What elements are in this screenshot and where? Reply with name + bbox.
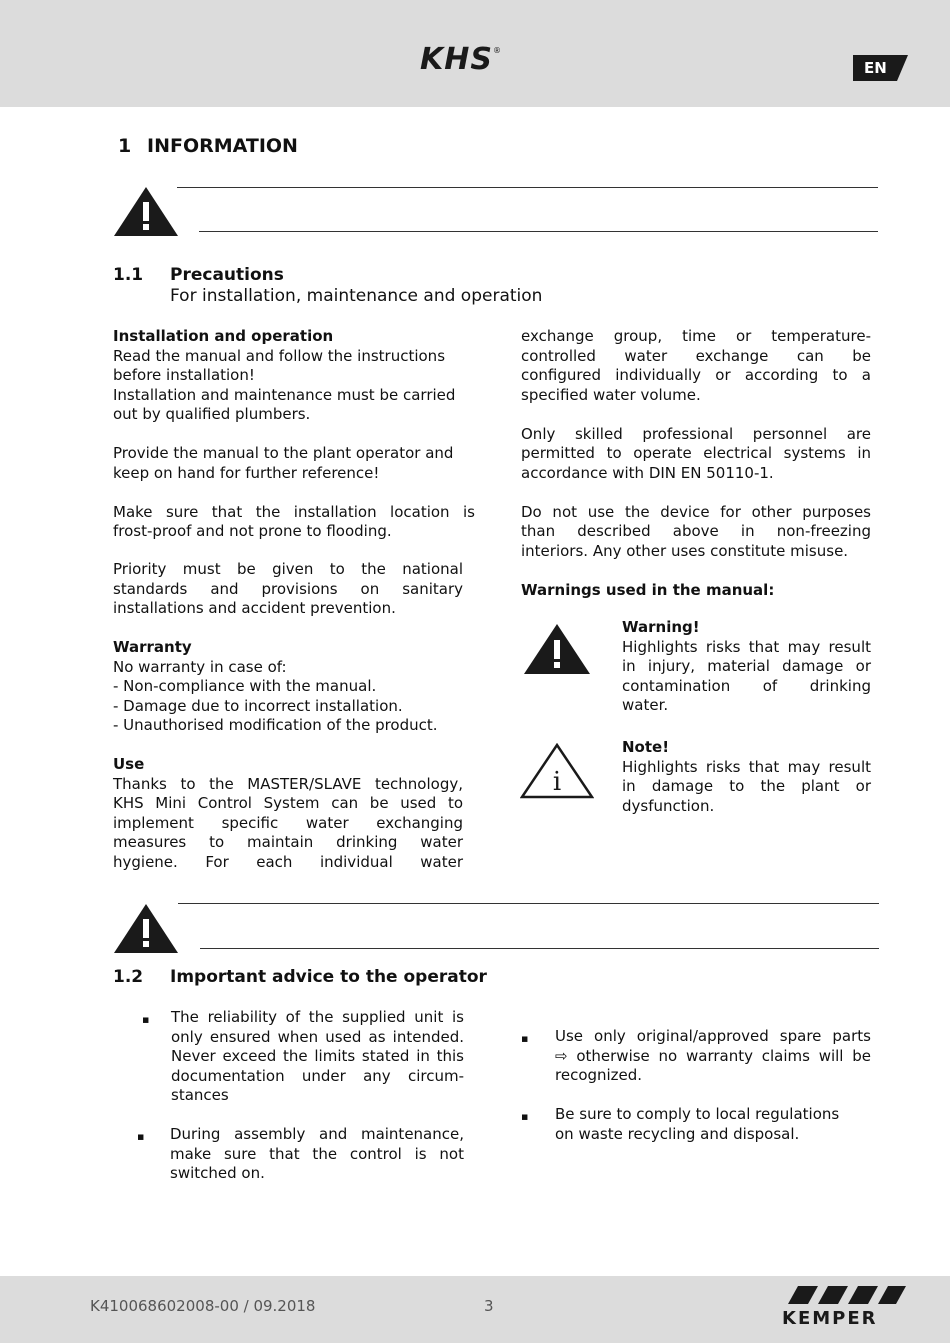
warning-triangle-icon <box>523 623 591 675</box>
use-text: Use Thanks to the MASTER/SLAVE technology, KHS Mini Control System can be used to implement specific water exchanging measures to maintain drinking water hygiene. For each individual water <box>113 755 463 871</box>
provide-manual-text: Provide the manual to the plant operator and keep on hand for further reference! <box>113 444 454 482</box>
operator-advice-right <box>521 1027 871 1164</box>
section-1-1-heading: 1.1 Precautions <box>113 265 284 285</box>
section-1-2-heading: 1.2 Important advice to the operator <box>113 967 487 987</box>
info-triangle-icon <box>520 743 594 799</box>
section-1-1-subtitle: For installation, maintenance and operation <box>170 286 543 306</box>
divider-line <box>199 231 878 232</box>
section-1-heading: 1 INFORMATION <box>118 135 298 157</box>
kemper-logo: KEMPER <box>778 1284 918 1330</box>
right-column <box>521 327 871 600</box>
warranty-heading: Warranty <box>113 638 192 656</box>
installation-heading: Installation and operation <box>113 327 334 345</box>
left-column: Installation and operation Read the manual and follow the instructions before installation! Installation and maintenance must be carried out by qualified plumbers. Provide the manual to the plant operator and keep on hand for further reference! Make sure that the installation location is frost-proof and not prone to flooding. <box>113 327 475 540</box>
use-heading: Use <box>113 755 145 773</box>
purpose-text: Do not use the device for other purposes than described above in non-freezing interiors. Any other uses constitute misuse. <box>521 502 871 560</box>
khs-logo: KHS® <box>420 42 502 77</box>
divider-line <box>177 187 878 188</box>
warning-legend: Warning! Highlights risks that may result in injury, material damage or contamination of drinking water. <box>622 618 871 714</box>
warnings-heading: Warnings used in the manual: <box>521 580 775 599</box>
language-badge: EN <box>853 55 908 81</box>
list-item: ▪ Use only original/approved spare parts ⇨ otherwise no warranty claims will be recognized. <box>521 1027 871 1084</box>
operator-advice-left <box>113 1008 464 1203</box>
list-item: ▪ Be sure to comply to local regulations on waste recycling and disposal. <box>521 1105 840 1143</box>
warranty-text: Warranty No warranty in case of: - Non-compliance with the manual. - Damage due to incorrect installation. - Unauthorised modification of the product. <box>113 638 463 736</box>
list-item: ▪ The reliability of the supplied unit is only ensured when used as intended. Never exceed the limits stated in this documentation under any circum- stances <box>142 1008 464 1104</box>
svg-text:i: i <box>552 767 562 797</box>
note-legend: Note! Highlights risks that may result in damage to the plant or dysfunction. <box>622 738 871 815</box>
divider-line <box>200 948 879 949</box>
page-number: 3 <box>484 1297 494 1315</box>
warning-triangle-icon <box>113 186 179 237</box>
divider-line <box>178 903 879 904</box>
skilled-personnel-text: Only skilled professional personnel are permitted to operate electrical systems in accordance with DIN EN 50110-1. <box>521 424 871 482</box>
document-number: K410068602008-00 / 09.2018 <box>90 1297 316 1315</box>
water-exchange-text: exchange group, time or temperature- controlled water exchange can be configured individually or according to a specified water volume. <box>521 327 871 404</box>
list-item: ▪ During assembly and maintenance, make sure that the control is not switched on. <box>137 1125 464 1182</box>
warning-triangle-icon <box>113 903 179 954</box>
left-column-lower <box>113 560 463 872</box>
installation-location-text: Make sure that the installation location is frost-proof and not prone to flooding. <box>113 502 475 540</box>
warning-title: Warning! <box>622 618 700 636</box>
note-title: Note! <box>622 738 670 756</box>
priority-text: Priority must be given to the national standards and provisions on sanitary installations and accident prevention. <box>113 560 463 617</box>
